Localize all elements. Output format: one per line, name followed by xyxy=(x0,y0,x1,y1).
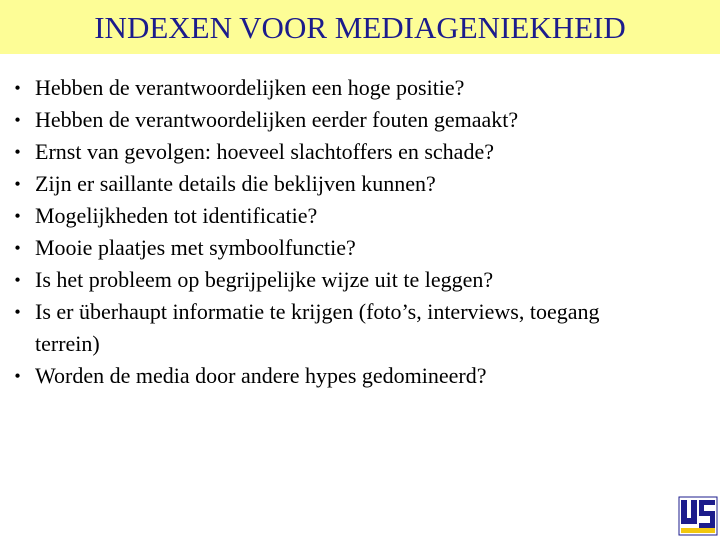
bullet-item xyxy=(0,264,720,296)
bullet-text: Mooie plaatjes met symboolfunctie? xyxy=(35,235,356,260)
bullet-icon: • xyxy=(14,302,21,322)
bullet-icon: • xyxy=(14,78,21,98)
bullet-icon: • xyxy=(14,366,21,386)
bullet-item xyxy=(0,360,720,392)
bullet-icon: • xyxy=(14,110,21,130)
bullet-item xyxy=(0,72,720,104)
bullet-icon: • xyxy=(14,270,21,290)
bullet-text: Zijn er saillante details die beklijven kunnen? xyxy=(35,171,436,196)
bullet-item xyxy=(0,296,720,360)
bullet-icon: • xyxy=(14,238,21,258)
bullet-text: Ernst van gevolgen: hoeveel slachtoffers en schade? xyxy=(35,139,494,164)
title-bar xyxy=(0,0,720,54)
bullet-icon: • xyxy=(14,206,21,226)
bullet-text: Is er überhaupt informatie te krijgen (foto’s, interviews, toegang xyxy=(35,299,600,324)
university-logo-icon xyxy=(678,496,718,536)
bullet-text: Hebben de verantwoordelijken eerder fouten gemaakt? xyxy=(35,107,519,132)
bullet-item xyxy=(0,136,720,168)
bullet-icon: • xyxy=(14,142,21,162)
bullet-item xyxy=(0,104,720,136)
bullet-icon: • xyxy=(14,174,21,194)
bullet-list xyxy=(0,72,720,392)
bullet-item xyxy=(0,168,720,200)
bullet-text-continuation: terrein) xyxy=(35,331,100,356)
bullet-item xyxy=(0,232,720,264)
bullet-text: Is het probleem op begrijpelijke wijze uit te leggen? xyxy=(35,267,494,292)
slide-title: INDEXEN VOOR MEDIAGENIEKHEID xyxy=(94,9,626,45)
bullet-item xyxy=(0,200,720,232)
bullet-text: Mogelijkheden tot identificatie? xyxy=(35,203,318,228)
bullet-text: Worden de media door andere hypes gedomineerd? xyxy=(35,363,487,388)
bullet-text: Hebben de verantwoordelijken een hoge positie? xyxy=(35,75,465,100)
